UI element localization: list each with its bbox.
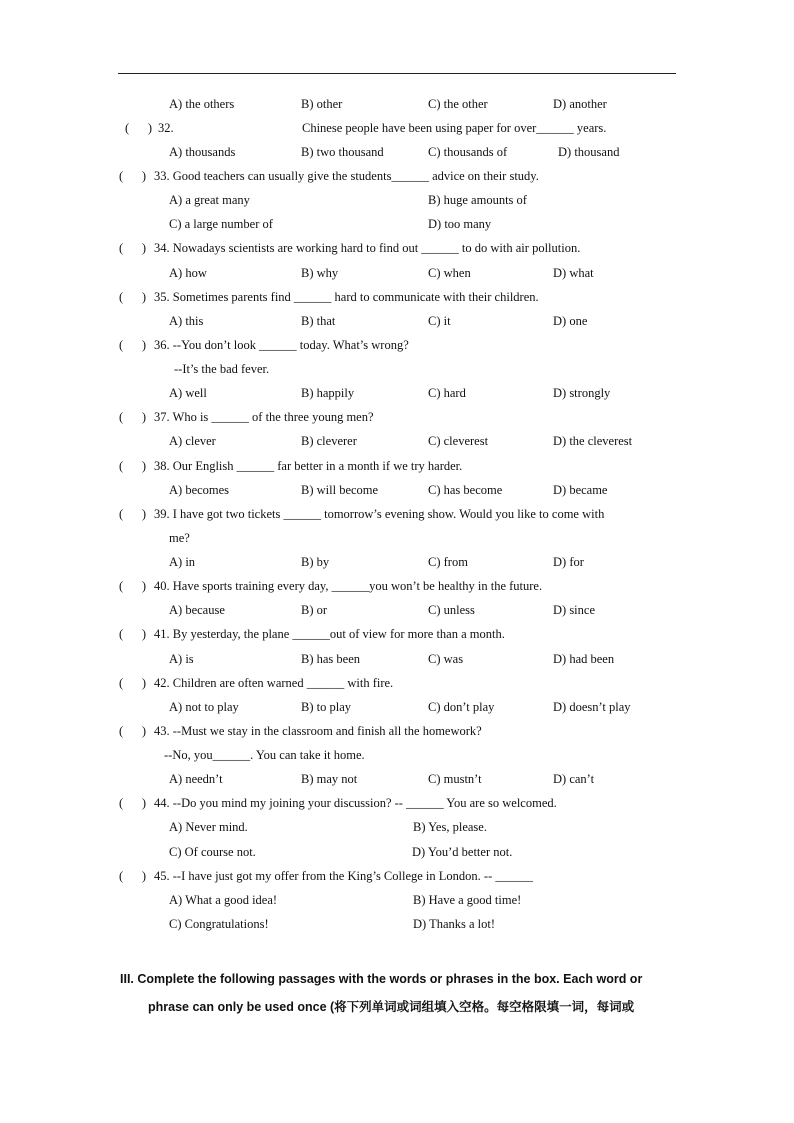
option-a: A) this [169,314,204,328]
question-text: 42. Children are often warned ______ with fire. [154,676,394,690]
option-c: C) Congratulations! [169,917,269,931]
option-c: C) when [428,266,471,280]
answer-blank[interactable]: ( ) [119,169,147,183]
question-text: 40. Have sports training every day, ______you won’t be healthy in the future. [154,579,543,593]
option-c: C) a large number of [169,217,273,231]
option-d: D) doesn’t play [553,700,631,714]
question-number: 32. [158,121,174,135]
answer-blank[interactable]: ( ) [119,869,147,883]
answer-blank[interactable]: ( ) [119,459,147,473]
question-text: 39. I have got two tickets ______ tomorrow’s evening show. Would you like to come with [154,507,605,521]
question-subline: --It’s the bad fever. [174,362,270,376]
question-text: 35. Sometimes parents find ______ hard to communicate with their children. [154,290,539,304]
option-b: B) has been [301,652,361,666]
answer-blank[interactable]: ( ) [125,121,153,135]
question-text: 36. --You don’t look ______ today. What’s wrong? [154,338,409,352]
question-text: 41. By yesterday, the plane ______out of view for more than a month. [154,627,505,641]
question-text: 45. --I have just got my offer from the King’s College in London. -- ______ [154,869,533,883]
answer-blank[interactable]: ( ) [119,290,147,304]
option-a: A) a great many [169,193,250,207]
header-rule [118,73,676,74]
answer-blank[interactable]: ( ) [119,241,147,255]
option-b: B) may not [301,772,358,786]
option-a: A) because [169,603,225,617]
option-a: A) is [169,652,194,666]
question-text: 34. Nowadays scientists are working hard to find out ______ to do with air pollution. [154,241,581,255]
option-a: A) well [169,386,207,400]
option-b: B) by [301,555,330,569]
answer-blank[interactable]: ( ) [119,579,147,593]
question-text: 44. --Do you mind my joining your discussion? -- ______ You are so welcomed. [154,796,557,810]
option-b: B) why [301,266,339,280]
option-b: B) happily [301,386,355,400]
option-d: D) what [553,266,594,280]
question-subline: me? [169,531,190,545]
option-b: B) Yes, please. [413,820,487,834]
q31-option-d: D) another [553,97,607,111]
option-d: D) thousand [558,145,620,159]
option-b: B) that [301,314,336,328]
option-d: D) You’d better not. [412,845,513,859]
option-b: B) or [301,603,328,617]
option-b: B) will become [301,483,379,497]
answer-blank[interactable]: ( ) [119,627,147,641]
option-c: C) mustn’t [428,772,482,786]
option-d: D) the cleverest [553,434,633,448]
option-c: C) unless [428,603,475,617]
question-subline: --No, you______. You can take it home. [164,748,365,762]
option-c: C) Of course not. [169,845,256,859]
option-b: B) to play [301,700,351,714]
q31-option-a: A) the others [169,97,235,111]
answer-blank[interactable]: ( ) [119,410,147,424]
option-d: D) for [553,555,584,569]
option-c: C) cleverest [428,434,489,448]
option-b: B) two thousand [301,145,384,159]
option-c: C) don’t play [428,700,495,714]
option-b: B) cleverer [301,434,357,448]
option-c: C) it [428,314,451,328]
q31-option-c: C) the other [428,97,488,111]
option-b: B) Have a good time! [413,893,522,907]
section-3-instructions-line1: III. Complete the following passages with the words or phrases in the box. Each word or [120,972,643,986]
option-c: C) has become [428,483,503,497]
option-a: A) in [169,555,196,569]
question-text: 33. Good teachers can usually give the students______ advice on their study. [154,169,539,183]
option-c: C) hard [428,386,466,400]
option-a: A) needn’t [169,772,223,786]
option-b: B) huge amounts of [428,193,527,207]
question-text: Chinese people have been using paper for over______ years. [302,121,607,135]
question-text: 43. --Must we stay in the classroom and finish all the homework? [154,724,482,738]
option-a: A) not to play [169,700,239,714]
option-c: C) thousands of [428,145,508,159]
section-3-instructions-line2: phrase can only be used once (将下列单词或词组填入空格。每空格限填一词，每词或 [148,1000,635,1014]
answer-blank[interactable]: ( ) [119,796,147,810]
option-a: A) Never mind. [169,820,248,834]
question-text: 38. Our English ______ far better in a month if we try harder. [154,459,463,473]
option-d: D) since [553,603,595,617]
option-d: D) Thanks a lot! [413,917,496,931]
option-a: A) clever [169,434,216,448]
option-c: C) was [428,652,464,666]
q31-option-b: B) other [301,97,343,111]
option-c: C) from [428,555,468,569]
option-d: D) can’t [553,772,595,786]
option-a: A) thousands [169,145,236,159]
option-d: D) too many [428,217,492,231]
option-d: D) one [553,314,588,328]
option-a: A) how [169,266,207,280]
option-d: D) had been [553,652,615,666]
option-a: A) What a good idea! [169,893,278,907]
answer-blank[interactable]: ( ) [119,676,147,690]
option-a: A) becomes [169,483,230,497]
option-d: D) strongly [553,386,611,400]
answer-blank[interactable]: ( ) [119,507,147,521]
answer-blank[interactable]: ( ) [119,724,147,738]
answer-blank[interactable]: ( ) [119,338,147,352]
option-d: D) became [553,483,608,497]
question-text: 37. Who is ______ of the three young men? [154,410,374,424]
